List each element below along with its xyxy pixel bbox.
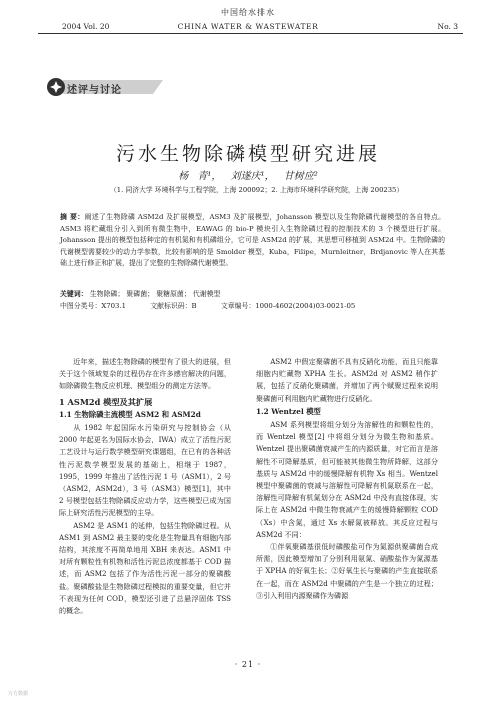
article-number: 文章编号：1000-4602(2004)03-0021-05 bbox=[220, 302, 356, 310]
subsection-heading: 1.1 生物除磷主流模型 ASM2 和 ASM2d bbox=[59, 409, 201, 419]
abstract-label: 摘 要： bbox=[60, 213, 85, 221]
keywords-label: 关键词： bbox=[60, 290, 88, 298]
watermark: 万方数据 bbox=[8, 691, 29, 697]
column-tag-label: 述评与讨论 bbox=[67, 85, 122, 96]
column-tag bbox=[45, 72, 167, 102]
body-column-left bbox=[59, 356, 231, 617]
article-title: 污水生物除磷模型研究进展 bbox=[115, 143, 380, 165]
keyword-item: 生物除磷； bbox=[89, 290, 125, 298]
body-column-right bbox=[256, 356, 438, 602]
section-heading: 1 ASM2d 模型及其扩展 bbox=[59, 396, 153, 407]
abstract-text: 阐述了生物除磷 ASM2d 及扩展模型，ASM3 及扩展模型，Johansson 模型以及生物除磷代谢模型的各自特点。ASM3 将贮藏组分引入到所有微生物中，EAWAG 的 bio-P 模块引入生物除磷过程的控制技术的 3 个模型进行扩展。Johansson 提出的模型包括种定的有机氮和有机磷组分，它可是 ASM2d 的扩展，其思想可移植到 ASM2d 中。生物除磷的代谢模型需要较少的动力学参数，比较有影响的是 Smolder 模型，Kuba，Filipe，Murnleitner，Brdjanovic 等人在其基础上进行修正和扩展，提出了完整的生物除磷代谢模型。 bbox=[60, 213, 445, 267]
body-paragraph: ASM2 中假定聚磷菌不具有反硝化功能，而且只能靠细胞内贮藏物 XPHA 生长。ASM2d 对 ASM2 稍作扩展，包括了反硝化聚磷菌，并增加了两个赋聚过程来说明聚磷菌可利用胞内贮藏物进行反硝化。 bbox=[256, 357, 438, 403]
journal-name-cn: 中国给水排水 bbox=[221, 8, 275, 17]
journal-name-en: CHINA WATER & WASTEWATER bbox=[177, 22, 319, 31]
subsection-heading: 1.2 Wentzel 模型 bbox=[256, 406, 321, 416]
body-paragraph: 从 1982 年起国际水污染研究与控制协会（从 2000 年起更名为国际水协会，IWA）成立了活性污泥工艺设计与运行数学模型研究课题组，在已有的各种活性污泥数学模型发展的基础上，相继于 1987，1995，1999 年推出了活性污泥 1 号（ASM1），2 号（ASM2，ASM2d），3 号（ASM3）模型[1]，其中 2 号模型包括生物除磷反应动力学，这些模型已成为国际上研究活性污泥模型的主导。 bbox=[59, 423, 231, 518]
issue-label: No. 3 bbox=[437, 22, 458, 31]
authors: 杨 青¹， 刘遂庆¹， 甘树应² bbox=[178, 171, 318, 182]
affiliation: （1. 同济大学 环境科学与工程学院，上海 200092；2. 上海市环境科学研究院，上海 200235） bbox=[110, 186, 404, 194]
body-paragraph: ①伴氧聚磷基很低时磷酸盐可作为氮源供聚磷菌合成所需，因此模型增加了分别利用氨氮、硝酸盐作为氮源基于 XPHA 的好氧生长；②好氧生长与聚磷的产生直接联系在一起，而在 ASM2d 中聚磷的产生是一个独立的过程；③引入利用内源聚磷作为磷源 bbox=[256, 542, 438, 600]
intro-paragraph: 近年来，描述生物除磷的模型有了很大的进展，但关于这个领域复杂的过程仍存在许多感官解决的问题，如除磷微生物反应机理、模型组分的测定方法等。 bbox=[59, 357, 231, 391]
keyword-item: 代谢模型 bbox=[192, 290, 221, 298]
header-rule bbox=[38, 33, 463, 34]
abstract bbox=[60, 212, 445, 270]
keyword-item: 聚糖原菌； bbox=[156, 290, 191, 298]
keyword-item: 聚磷菌； bbox=[126, 290, 154, 298]
classification-line bbox=[60, 301, 445, 312]
page-number: · 21 · bbox=[234, 660, 262, 669]
volume-label: 2004 Vol. 20 bbox=[62, 22, 110, 31]
keywords bbox=[60, 289, 445, 300]
body-paragraph: ASM2 是 ASM1 的延伸，包括生物除磷过程。从 ASM1 到 ASM2 最主要的变化是生物量具有细胞内部结构，其浓度不再简单地用 XBH 来表达。ASM1 中对所有颗粒性有机物和活性污泥总浓度都基于 COD 描述，而 ASM2 包括了作为活性污泥一部分的聚磷酸盐。聚磷酸盐是生物除磷过程模拟的重要变量，但它并不表现为任何 COD，模型还引进了总悬浮固体 TSS 的概念。 bbox=[59, 520, 231, 616]
body-paragraph: ASM 系列模型将组分划分为溶解性的和颗粒性的，而 Wentzel 模型[2] 中将组分划分为微生物和基质。Wentzel 提出聚磷菌衰减产生的内源质量，对它而言是溶解性不可降解基质，但可能被其他微生物所降解，这部分基质与 ASM2d 中的缓慢降解有机物 Xs 相当。Wentzel 模型中聚磷菌的衰减与溶解性可降解有机氮联系在一起，溶解性可降解有机氮划分在 ASM2d 中没有直接体现，实际上在 ASM2d 中微生物衰减产生的缓慢降解颗粒 COD（Xs）中含氮，通过 Xs 水解氮被释放。其反应过程与 ASM2d 不同： bbox=[256, 420, 438, 539]
clc-number: 中图分类号：X703.1 bbox=[60, 302, 126, 310]
document-code: 文献标识码：B bbox=[150, 302, 197, 310]
